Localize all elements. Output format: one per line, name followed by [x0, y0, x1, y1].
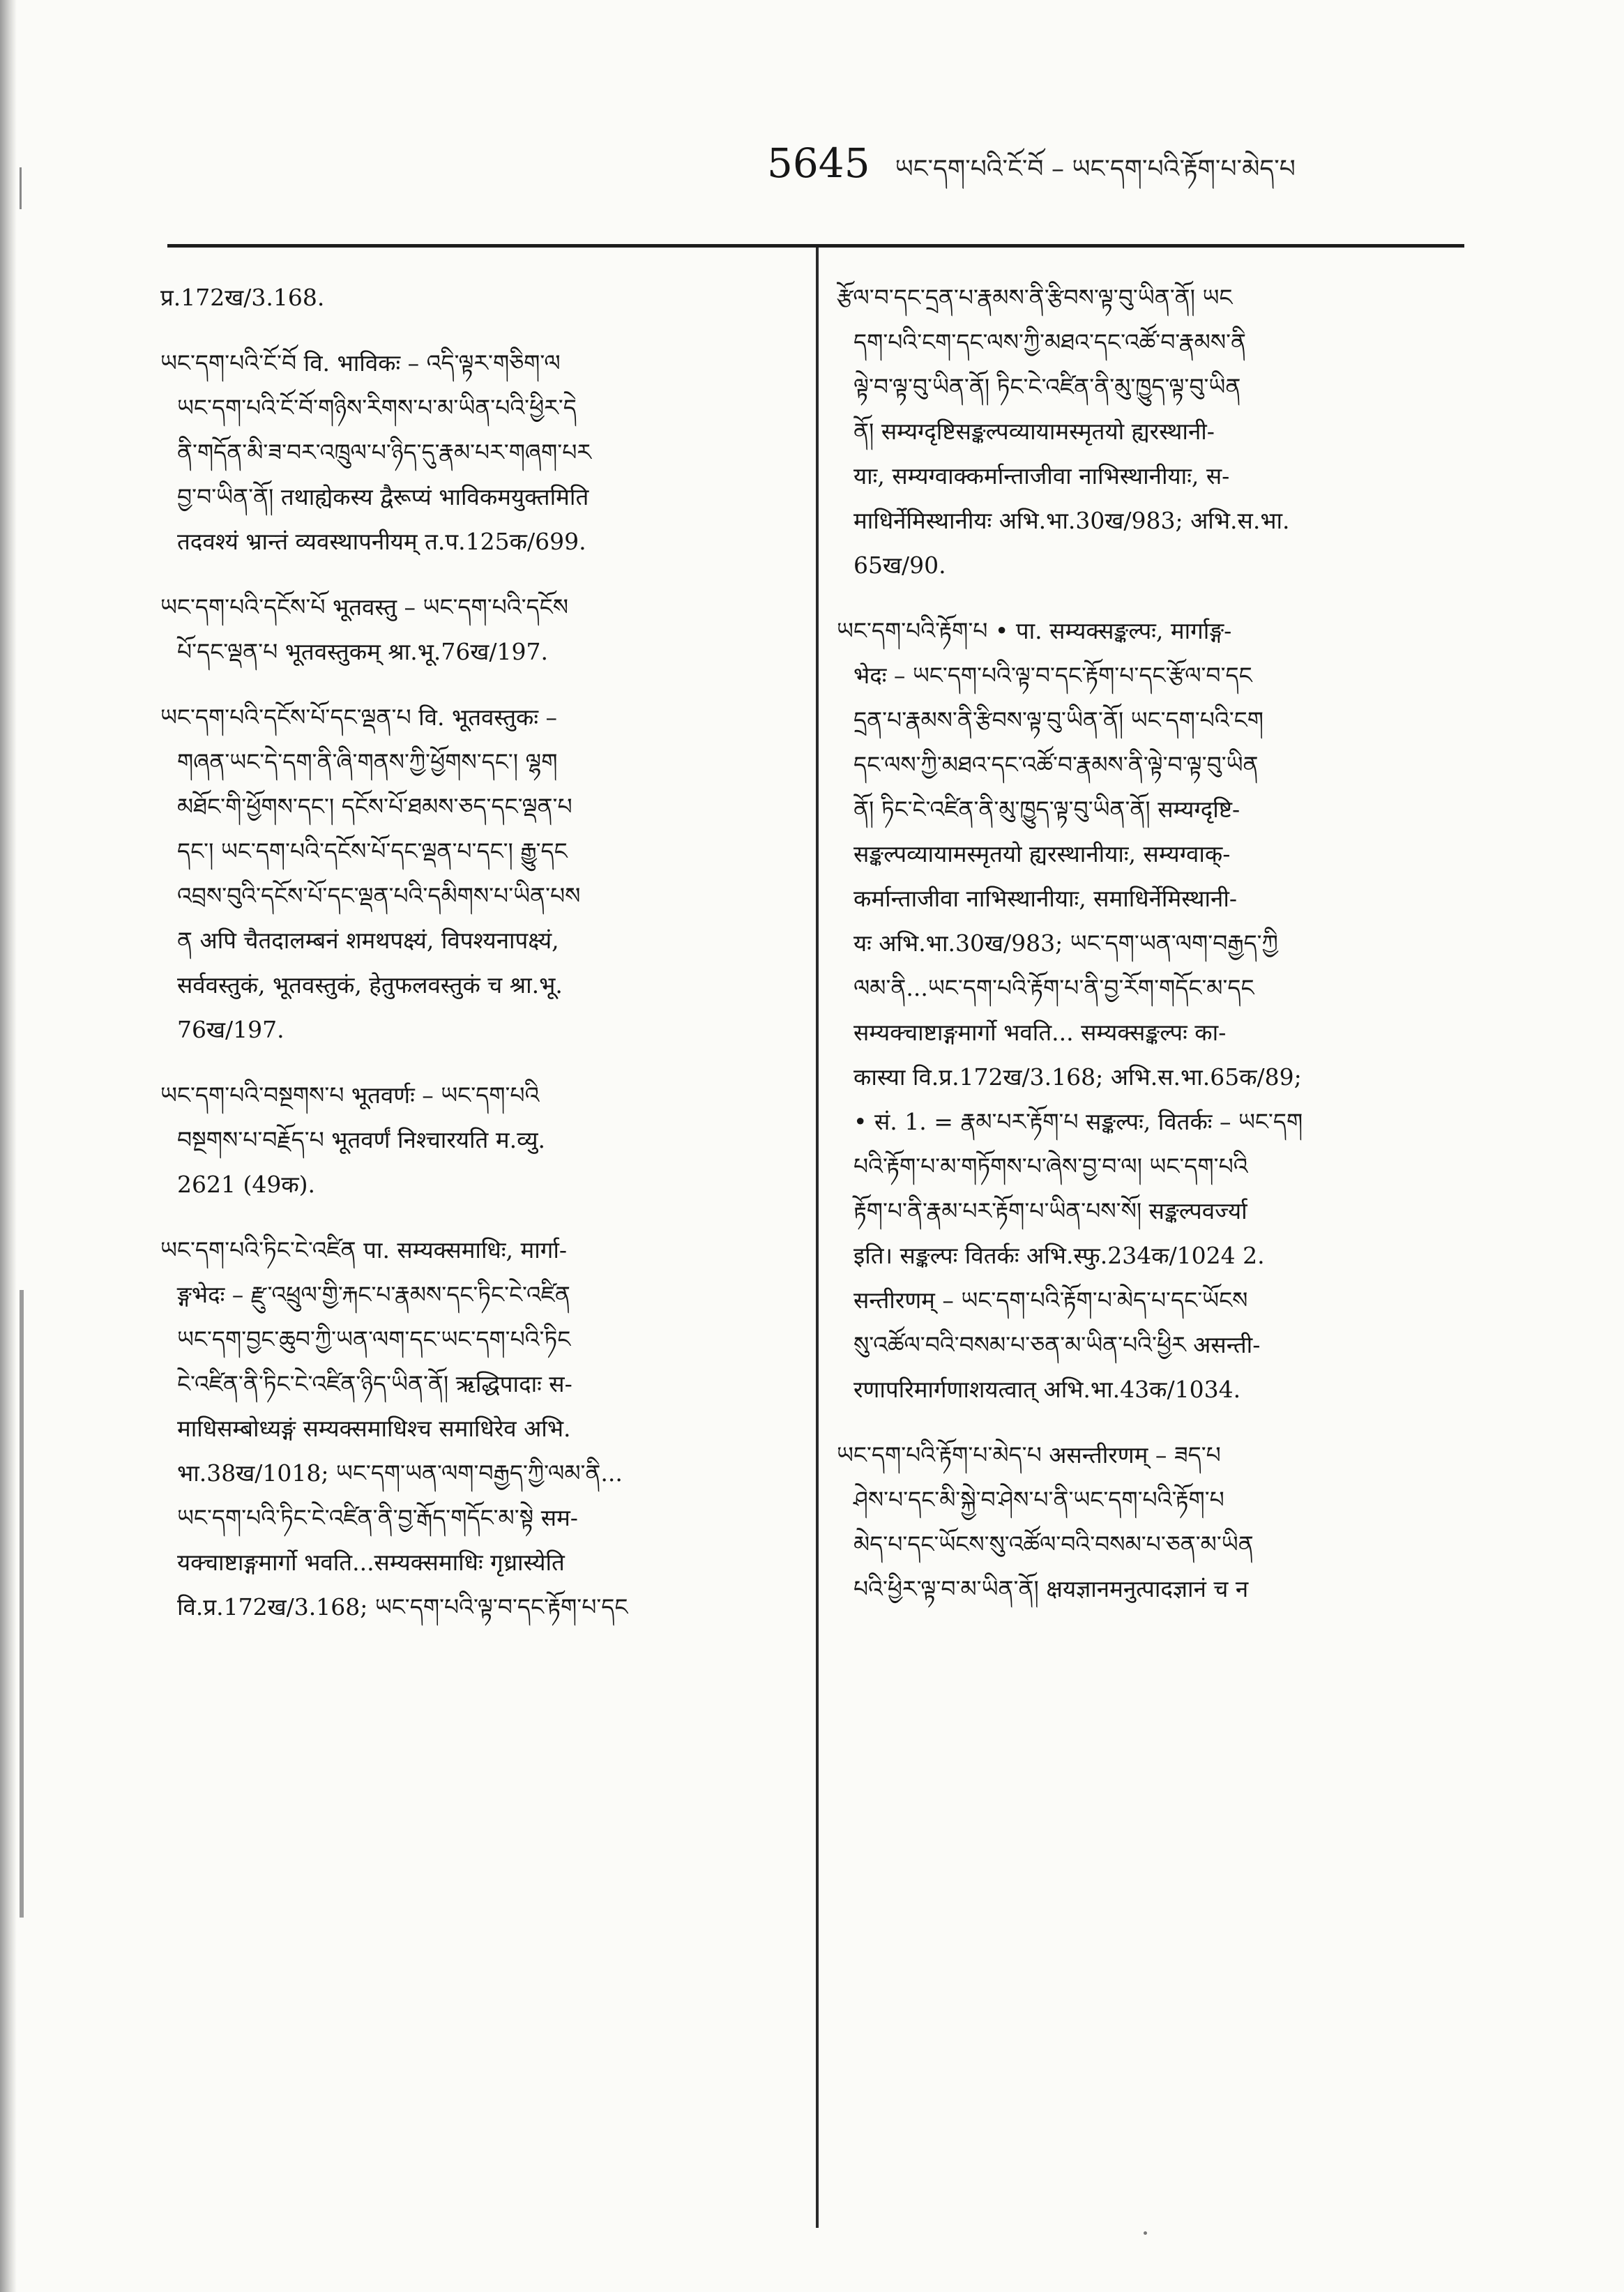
- entry-headword-line: རྩོལ་བ་དང་དྲན་པ་རྣམས་ནི་རྩིབས་ལྟ་བུ་ཡིན་ནོ། ཡང: [837, 284, 1233, 311]
- dictionary-entry: [160, 695, 795, 1052]
- entry-text-line: • सं. 1. = རྣམ་པར་རྟོག་པ सङ्कल्पः, वितर्कः – ཡང་དག: [853, 1108, 1303, 1135]
- entry-text-line: མེད་པ་དང་ཡོངས་སུ་འཚོལ་བའི་བསམ་པ་ཅན་མ་ཡིན: [853, 1531, 1254, 1558]
- entry-text-line: ལམ་ནི...ཡང་དག་པའི་རྟོག་པ་ནི་བྱ་རོག་གདོང་མ་དང: [853, 974, 1254, 1001]
- entry-text-line: དང་ལས་ཀྱི་མཐའ་དང་འཚོ་བ་རྣམས་ནི་ལྟེ་བ་ལྟ་བུ་ཡིན: [853, 751, 1259, 778]
- dictionary-entry: [160, 275, 795, 320]
- right-column: [837, 275, 1478, 1632]
- running-head: ཡང་དག་པའི་ངོ་བོ – ཡང་དག་པའི་རྟོག་པ་མེད་པ: [895, 155, 1296, 183]
- entry-text-line: དང་། ཡང་དག་པའི་དངོས་པོ་དང་ལྡན་པ་དང་། རྒྱུ་དང: [177, 837, 568, 865]
- entry-text-line: यः अभि.भा.30ख/983; ཡང་དག་ཡན་ལག་བརྒྱད་ཀྱི: [853, 929, 1278, 957]
- page-header: [767, 139, 1464, 202]
- entry-text-line: མཐོང་གི་ཕྱོགས་དང་། དངོས་པོ་ཐམས་ཅད་དང་ལྡན་པ: [177, 793, 572, 820]
- entry-text-line: ङ्गभेदः – རྫུ་འཕྲུལ་གྱི་རྐང་པ་རྣམས་དང་ཏིང་ངེ་འཛིན: [177, 1281, 570, 1308]
- entry-text-line: वि.प्र.172ख/3.168; ཡང་དག་པའི་ལྟ་བ་དང་རྟོག་པ་དང: [177, 1593, 628, 1621]
- entry-text-line: यक्चाष्टाङ्गमार्गो भवति...सम्यक्समाधिः गृध्रास्येति: [177, 1549, 565, 1576]
- entry-headword-line: ཡང་དག་པའི་ངོ་བོ वि. भाविकः – འདི་ལྟར་གཅིག་ལ: [160, 349, 561, 377]
- entry-text-line: कर्मान्ताजीवा नाभिस्थानीयाः, समाधिर्नेमिस्थानी-: [853, 885, 1238, 912]
- entry-text-line: དྲན་པ་རྣམས་ནི་རྩིབས་ལྟ་བུ་ཡིན་ནོ། ཡང་དག་པའི་ངག: [853, 706, 1263, 734]
- entry-text-line: सङ्कल्पव्यायामस्मृतयो ह्यरस्थानीयाः, सम्यग्वाक्-: [853, 840, 1231, 867]
- entry-text-line: གཞན་ཡང་དེ་དག་ནི་ཞི་གནས་ཀྱི་ཕྱོགས་དང་། ལྷག: [177, 748, 558, 775]
- entry-headword-line: ཡང་དག་པའི་ཏིང་ངེ་འཛིན पा. सम्यक्समाधिः, मार्गा-: [160, 1236, 568, 1263]
- entry-text-line: 65ख/90.: [853, 552, 946, 579]
- entry-text-line: ཡང་དག་པའི་ངོ་བོ་གཉིས་རིགས་པ་མ་ཡིན་པའི་ཕྱིར་དེ: [177, 394, 577, 421]
- dictionary-entry: [160, 1073, 795, 1207]
- entry-text-line: रणापरिमार्गणाशयत्वात् अभि.भा.43क/1034.: [853, 1376, 1241, 1403]
- entry-text-line: ལྟེ་བ་ལྟ་བུ་ཡིན་ནོ། ཏིང་ངེ་འཛིན་ནི་མུ་ཁྱུད་ལྟ་བུ་ཡིན: [853, 373, 1241, 400]
- entry-text-line: तदवश्यं भ्रान्तं व्यवस्थापनीयम् त.प.125क/699.: [177, 528, 586, 555]
- entry-headword-line: ཡང་དག་པའི་དངོས་པོ་དང་ལྡན་པ वि. भूतवस्तुकः –: [160, 704, 558, 731]
- dictionary-entry: [160, 585, 795, 674]
- entry-text-line: ཤེས་པ་དང་མི་སྐྱེ་བ་ཤེས་པ་ནི་ཡང་དག་པའི་རྟོག་པ: [853, 1486, 1224, 1513]
- entry-text-line: བྱ་བ་ཡིན་ནོ། तथाह्येकस्य द्वैरूप्यं भाविकमयुक्तमिति: [177, 483, 589, 510]
- entry-text-line: भेदः – ཡང་དག་པའི་ལྟ་བ་དང་རྟོག་པ་དང་རྩོལ་བ་དང: [853, 662, 1252, 689]
- entry-headword-line: ཡང་དག་པའི་རྟོག་པ་མེད་པ असन्तीरणम् – ཟད་པ: [837, 1441, 1221, 1468]
- scan-edge-shadow: [0, 0, 17, 2292]
- entry-text-line: འབྲས་བུའི་དངོས་པོ་དང་ལྡན་པའི་དམིགས་པ་ཡིན་པས: [177, 882, 581, 909]
- entry-headword-line: ཡང་དག་པའི་དངོས་པོ भूतवस्तु – ཡང་དག་པའི་དངོས: [160, 593, 568, 621]
- dictionary-entry: [837, 275, 1478, 588]
- entry-headword-line: प्र.172ख/3.168.: [160, 284, 325, 311]
- entry-text-line: ནི་གདོན་མི་ཟ་བར་འཁྲུལ་པ་ཉིད་དུ་རྣམ་པར་གཞག་པར: [177, 439, 591, 466]
- entry-text-line: माधिसम्बोध्यङ्गं सम्यक्समाधिश्च समाधिरेव अभि.: [177, 1415, 571, 1442]
- entry-text-line: कास्या वि.प्र.172ख/3.168; अभि.स.भा.65क/89;: [853, 1063, 1302, 1091]
- margin-mark: [20, 1290, 24, 1918]
- entry-text-line: པའི་རྟོག་པ་མ་གཏོགས་པ་ཞེས་བྱ་བ་ལ། ཡང་དག་པའི: [853, 1153, 1248, 1180]
- entry-text-line: सम्यक्चाष्टाङ्गमार्गो भवति... सम्यक्सङ्कल्पः का-: [853, 1019, 1227, 1046]
- entry-text-line: སུ་འཚོལ་བའི་བསམ་པ་ཅན་མ་ཡིན་པའི་ཕྱིར असन्ती-: [853, 1331, 1261, 1358]
- entry-text-line: ཡང་དག་པའི་ཏིང་ངེ་འཛིན་ནི་བྱ་རྒོད་གདོང་མ་སྟེ सम-: [177, 1504, 578, 1531]
- entry-text-line: 76ख/197.: [177, 1016, 284, 1043]
- entry-text-line: བསྔགས་པ་བརྗོད་པ भूतवर्णं निश्चारयति म.व्यु.: [177, 1126, 545, 1153]
- entry-text-line: ངེ་འཛིན་ནི་ཏིང་ངེ་འཛིན་ཉིད་ཡིན་ནོ། ऋद्धिपादाः स-: [177, 1370, 572, 1397]
- dictionary-entry: [837, 609, 1478, 1412]
- entry-text-line: इति। सङ्कल्पः वितर्कः अभि.स्फु.234क/1024 2.: [853, 1242, 1265, 1269]
- entry-text-line: པོ་དང་ལྡན་པ भूतवस्तुकम् श्रा.भू.76ख/197.: [177, 638, 548, 665]
- entry-text-line: याः, सम्यग्वाक्कर्मान्ताजीवा नाभिस्थानीयाः, स-: [853, 462, 1230, 489]
- entry-headword-line: ཡང་དག་པའི་རྟོག་པ • पा. सम्यक्सङ्कल्पः, मार्गाङ्ग-: [837, 617, 1232, 644]
- column-divider: [816, 248, 819, 2228]
- entry-text-line: भा.38ख/1018; ཡང་དག་ཡན་ལག་བརྒྱད་ཀྱི་ལམ་ནི...: [177, 1459, 623, 1487]
- margin-mark: [20, 167, 22, 209]
- entry-text-line: པའི་ཕྱིར་ལྟ་བ་མ་ཡིན་ནོ། क्षयज्ञानमनुत्पादज्ञानं च न: [853, 1575, 1249, 1602]
- dictionary-entry: [160, 1228, 795, 1630]
- entry-headword-line: ཡང་དག་པའི་བསྔགས་པ भूतवर्णः – ཡང་དག་པའི: [160, 1082, 540, 1109]
- dictionary-entry: [837, 1433, 1478, 1611]
- page-number: 5645: [767, 139, 870, 187]
- dictionary-entry: [160, 341, 795, 564]
- entry-text-line: དག་པའི་ངག་དང་ལས་ཀྱི་མཐའ་དང་འཚོ་བ་རྣམས་ནི: [853, 328, 1247, 356]
- scan-speck: [1144, 2231, 1147, 2235]
- entry-text-line: ནོ། सम्यग्दृष्टिसङ्कल्पव्यायामस्मृतयो ह्यरस्थानी-: [853, 418, 1215, 445]
- left-column: [160, 275, 795, 1650]
- entry-text-line: ན अपि चैतदालम्बनं शमथपक्ष्यं, विपश्यनापक्ष्यं,: [177, 927, 559, 954]
- entry-text-line: རྟོག་པ་ནི་རྣམ་པར་རྟོག་པ་ཡིན་པས་སོ། सङ्कल्पवर्ज्या: [853, 1197, 1247, 1224]
- entry-text-line: सन्तीरणम् – ཡང་དག་པའི་རྟོག་པ་མེད་པ་དང་ཡོངས: [853, 1287, 1248, 1314]
- entry-text-line: माधिर्नेमिस्थानीयः अभि.भा.30ख/983; अभि.स.भा.: [853, 507, 1290, 534]
- entry-text-line: ཡང་དག་བྱང་ཆུབ་ཀྱི་ཡན་ལག་དང་ཡང་དག་པའི་ཏིང: [177, 1326, 571, 1353]
- entry-text-line: ནོ། ཏིང་ངེ་འཛིན་ནི་མུ་ཁྱུད་ལྟ་བུ་ཡིན་ནོ། सम्यग्दृष्टि-: [853, 796, 1240, 823]
- entry-text-line: सर्ववस्तुकं, भूतवस्तुकं, हेतुफलवस्तुकं च श्रा.भू.: [177, 971, 563, 999]
- entry-text-line: 2621 (49क).: [177, 1171, 316, 1198]
